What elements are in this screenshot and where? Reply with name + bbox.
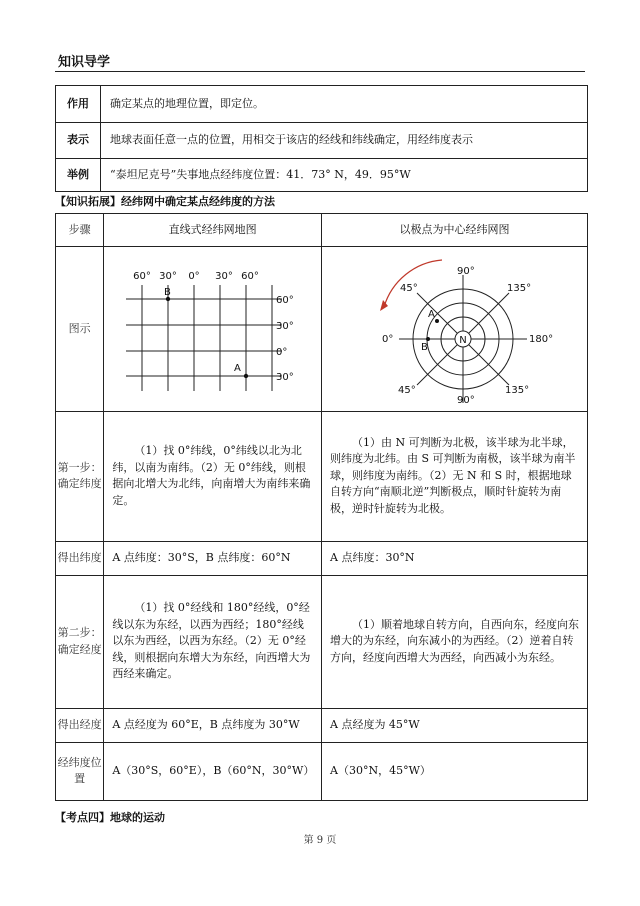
point-a-label: A xyxy=(234,363,242,374)
row-label-diagram: 图示 xyxy=(56,247,104,412)
lat-result-grid: A 点纬度：30°S，B 点纬度：60°N xyxy=(104,541,322,575)
meridian-label: 30° xyxy=(159,271,178,282)
rotation-arrow-head xyxy=(380,300,388,311)
longitude-label-left: 0° xyxy=(382,334,394,345)
row-value: 地球表面任意一点的位置，用相交于该店的经线和纬线确定，用经纬度表示 xyxy=(101,123,588,159)
step2-grid-text: （1）找 0°经线和 180°经线，0°经线以东为东经，以西为西经；180°经线以东为西经，以西为东经。（2）无 0°经线，则根据向东增大为东经，向西增大为西经来确定。 xyxy=(104,575,322,708)
row-key: 举例 xyxy=(56,159,101,192)
table-row xyxy=(56,247,588,412)
header-polar-map: 以极点为中心经纬网图 xyxy=(322,214,588,247)
lon-result-grid: A 点经度为 60°E，B 点纬度为 30°W xyxy=(104,708,322,742)
table-row xyxy=(56,575,588,708)
longitude-label-upper-left: 45° xyxy=(400,283,418,294)
header-divider xyxy=(55,71,585,72)
parallel-label: 0° xyxy=(276,347,288,358)
row-label-step1: 第一步：确定纬度 xyxy=(56,411,104,541)
meridian-label: 30° xyxy=(215,271,234,282)
point-b-label: B xyxy=(164,287,172,298)
polar-diagram-cell xyxy=(322,247,588,412)
row-key: 作用 xyxy=(56,86,101,123)
row-value: 确定某点的地理位置，即定位。 xyxy=(101,86,588,123)
point-a-label: A xyxy=(428,309,435,320)
row-key: 表示 xyxy=(56,123,101,159)
longitude-label-top: 90° xyxy=(457,266,475,277)
row-label-position: 经纬度位置 xyxy=(56,742,104,800)
meridian-label: 60° xyxy=(241,271,260,282)
meridian-label: 0° xyxy=(188,271,201,282)
parallel-label: 30° xyxy=(276,372,295,383)
section-heading-earth-motion: 【考点四】地球的运动 xyxy=(55,811,165,824)
section-heading-knowledge-extension: 【知识拓展】经纬网中确定某点经纬度的方法 xyxy=(55,195,275,208)
table-row xyxy=(56,411,588,541)
longitude-label-bottom: 90° xyxy=(457,395,475,405)
method-table xyxy=(55,213,588,801)
header-step: 步骤 xyxy=(56,214,104,247)
parallel-label: 60° xyxy=(276,295,295,306)
polar-diagram xyxy=(322,247,587,405)
table-header-row xyxy=(56,214,588,247)
grid-diagram-cell xyxy=(104,247,322,412)
grid-diagram xyxy=(104,247,310,405)
longitude-label-lower-right: 135° xyxy=(505,385,530,396)
step1-polar-text: （1）由 N 可判断为北极，该半球为北半球，则纬度为北纬。由 S 可判断为南极，该半球为南半球，则纬度为南纬。（2）无 N 和 S 时，根据地球自转方向“南顺北逆”判断极点，顺时针旋转为南极，逆时针旋转为北极。 xyxy=(322,411,588,541)
row-label-step2: 第二步：确定经度 xyxy=(56,575,104,708)
position-grid: A（30°S，60°E），B（60°N，30°W） xyxy=(104,742,322,800)
table-row xyxy=(56,708,588,742)
pole-label: N xyxy=(459,335,467,346)
longitude-label-right: 180° xyxy=(529,334,554,345)
table-row xyxy=(56,742,588,800)
definition-table xyxy=(55,85,588,192)
position-polar: A（30°N，45°W） xyxy=(322,742,588,800)
longitude-label-upper-right: 135° xyxy=(507,283,532,294)
table-row xyxy=(56,123,588,159)
row-label-lat-result: 得出纬度 xyxy=(56,541,104,575)
page-header-title: 知识导学 xyxy=(58,55,111,70)
page-number: 第 9 页 xyxy=(303,835,337,846)
step2-polar-text: （1）顺着地球自转方向，自西向东，经度向东增大的为东经，向东减小的为西经。（2）逆着自转方向，经度向西增大为西经，向西减小为东经。 xyxy=(322,575,588,708)
table-row xyxy=(56,541,588,575)
point-a-marker xyxy=(435,319,439,323)
row-label-lon-result: 得出经度 xyxy=(56,708,104,742)
meridian-label: 60° xyxy=(133,271,152,282)
lon-result-polar: A 点经度为 45°W xyxy=(322,708,588,742)
table-row xyxy=(56,159,588,192)
point-b-marker xyxy=(426,337,430,341)
step1-grid-text: （1）找 0°纬线，0°纬线以北为北纬，以南为南纬。（2）无 0°纬线，则根据向北增大为北纬，向南增大为南纬来确定。 xyxy=(104,411,322,541)
table-row xyxy=(56,86,588,123)
header-grid-map: 直线式经纬网地图 xyxy=(104,214,322,247)
lat-result-polar: A 点纬度：30°N xyxy=(322,541,588,575)
longitude-label-lower-left: 45° xyxy=(398,385,416,396)
point-b-label: B xyxy=(421,342,428,353)
row-value: “泰坦尼克号”失事地点经纬度位置：41．73° N，49．95°W xyxy=(101,159,588,192)
point-a-marker xyxy=(244,374,248,378)
parallel-label: 30° xyxy=(276,321,295,332)
